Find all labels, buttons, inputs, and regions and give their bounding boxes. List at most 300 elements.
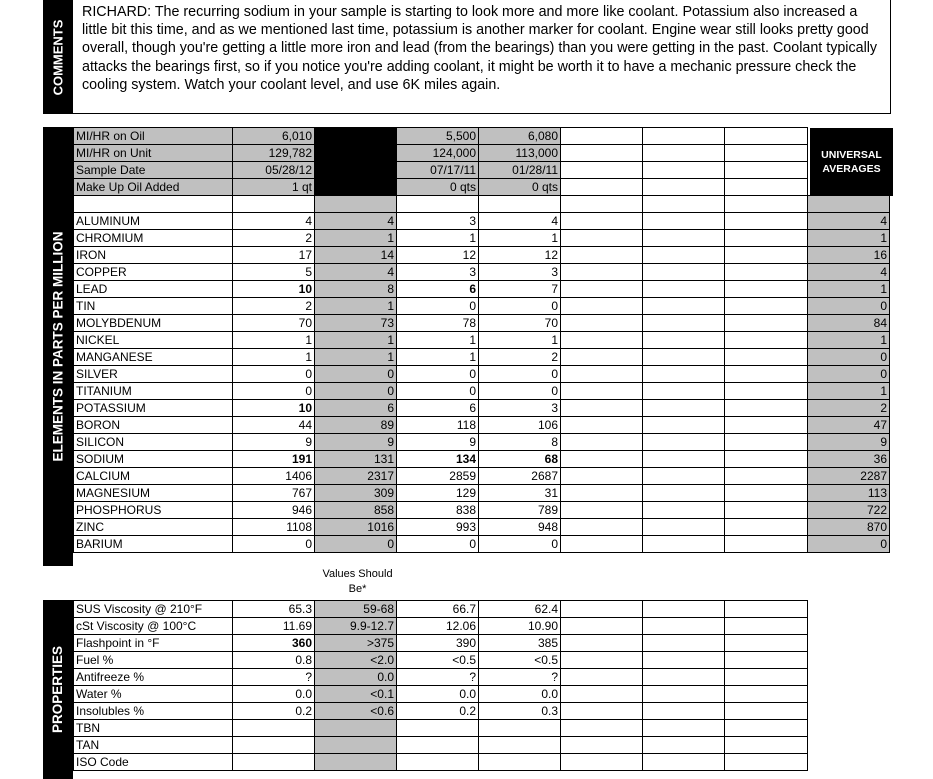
sample-1-value: 44 [233,416,315,433]
empty-cell [643,314,725,331]
empty-cell [561,212,643,229]
typical-value: <2.0 [315,652,397,669]
universal-average-value: 47 [808,416,890,433]
empty-cell [725,179,808,196]
universal-average-value: 2 [808,399,890,416]
sample-2-value: 134 [397,450,479,467]
sample-2-value: 0 [397,535,479,552]
sample-3-value: <0.5 [479,652,561,669]
sample-2-value: 66.7 [397,601,479,618]
element-name: IRON [74,246,233,263]
sample-2-value: 5,500 [397,128,479,145]
sample-3-value [479,737,561,754]
empty-cell [643,348,725,365]
universal-average-value: 1 [808,382,890,399]
element-name: MANGANESE [74,348,233,365]
sample-1-value: 0 [233,382,315,399]
empty-cell [725,652,808,669]
empty-cell [561,246,643,263]
empty-cell [725,484,808,501]
sample-3-value [479,754,561,771]
universal-average-value: 9 [808,433,890,450]
unit-average-value: 131 [315,450,397,467]
property-name: SUS Viscosity @ 210°F [74,601,233,618]
empty-cell [561,535,643,552]
sample-2-value: 3 [397,212,479,229]
sample-1-value: 10 [233,280,315,297]
empty-cell [643,297,725,314]
element-name: CALCIUM [74,467,233,484]
sample-1-value: 0.8 [233,652,315,669]
element-row [74,382,890,399]
empty-cell [643,652,725,669]
sample-2-value: 9 [397,433,479,450]
element-name: LEAD [74,280,233,297]
sample-2-value: ? [397,669,479,686]
empty-cell [561,297,643,314]
sample-3-value: 6,080 [479,128,561,145]
sample-2-value: 1 [397,331,479,348]
sample-2-value: 0.0 [397,686,479,703]
sample-1-value: 946 [233,501,315,518]
sample-2-value: 0.2 [397,703,479,720]
property-name: Flashpoint in °F [74,635,233,652]
empty-cell [643,703,725,720]
empty-cell [725,669,808,686]
sample-3-value: 01/28/11 [479,162,561,179]
properties-table [73,600,808,771]
sample-1-value: 9 [233,433,315,450]
sample-1-value: 1 qt [233,179,315,196]
typical-value [315,754,397,771]
element-name: PHOSPHORUS [74,501,233,518]
sample-1-value: 05/28/12 [233,162,315,179]
unit-average-value: 14 [315,246,397,263]
sample-1-value: 70 [233,314,315,331]
empty-cell [725,618,808,635]
sample-3-value: 3 [479,263,561,280]
element-row [74,297,890,314]
empty-cell [725,297,808,314]
unit-average-value: 1016 [315,518,397,535]
sample-1-value: 767 [233,484,315,501]
unit-avg-header-cell [315,179,397,196]
empty-cell [725,314,808,331]
sample-2-value: <0.5 [397,652,479,669]
sample-3-value: 2687 [479,467,561,484]
universal-average-value: 0 [808,348,890,365]
sample-1-value: 0 [233,365,315,382]
sample-3-value: 7 [479,280,561,297]
unit-average-value: 4 [315,212,397,229]
property-name: cSt Viscosity @ 100°C [74,618,233,635]
empty-cell [643,618,725,635]
sample-2-value: 0 qts [397,179,479,196]
element-name: MOLYBDENUM [74,314,233,331]
sample-1-value: 2 [233,229,315,246]
typical-value: 59-68 [315,601,397,618]
empty-cell [643,212,725,229]
sample-2-value: 6 [397,280,479,297]
empty-cell [643,518,725,535]
unit-average-value: 1 [315,297,397,314]
element-row [74,280,890,297]
property-name: TAN [74,737,233,754]
property-row [74,618,808,635]
sample-3-value: ? [479,669,561,686]
empty-cell [643,484,725,501]
empty-cell [561,229,643,246]
empty-cell [561,382,643,399]
empty-cell [725,196,808,213]
empty-cell [643,501,725,518]
sample-2-value: 129 [397,484,479,501]
sample-1-value: ? [233,669,315,686]
element-row [74,348,890,365]
sample-2-value: 6 [397,399,479,416]
sample-2-value: 390 [397,635,479,652]
universal-average-value: 870 [808,518,890,535]
element-name: NICKEL [74,331,233,348]
empty-cell [643,399,725,416]
universal-average-value: 1 [808,331,890,348]
unit-average-value: 0 [315,365,397,382]
empty-cell [725,433,808,450]
sample-3-value: 4 [479,212,561,229]
empty-cell [561,331,643,348]
empty-cell [643,601,725,618]
sample-1-value: 2 [233,297,315,314]
empty-cell [397,196,479,213]
empty-cell [643,128,725,145]
empty-cell [643,686,725,703]
unit-average-value: 4 [315,263,397,280]
sample-2-value: 12.06 [397,618,479,635]
universal-averages-header: UNIVERSAL AVERAGES [810,128,893,196]
empty-cell [561,280,643,297]
comments-side-label: COMMENTS [43,0,72,114]
sample-3-value: 0 [479,365,561,382]
empty-cell [725,145,808,162]
element-name: SILICON [74,433,233,450]
universal-average-value: 4 [808,263,890,280]
empty-cell [643,737,725,754]
sample-1-value: 191 [233,450,315,467]
empty-cell [643,229,725,246]
universal-average-value: 0 [808,535,890,552]
sample-2-value [397,754,479,771]
empty-cell [561,501,643,518]
sample-3-value: 2 [479,348,561,365]
universal-average-value: 0 [808,297,890,314]
property-row [74,601,808,618]
property-row [74,669,808,686]
element-name: BARIUM [74,535,233,552]
unit-average-value: 858 [315,501,397,518]
sample-2-value: 0 [397,365,479,382]
sample-2-value: 993 [397,518,479,535]
empty-cell [725,331,808,348]
empty-cell [643,754,725,771]
sample-3-value: 0.0 [479,686,561,703]
property-name: TBN [74,720,233,737]
header-row [74,179,890,196]
sample-2-value: 78 [397,314,479,331]
empty-cell [561,314,643,331]
empty-cell [643,246,725,263]
element-row [74,263,890,280]
empty-cell [643,416,725,433]
sample-1-value: 6,010 [233,128,315,145]
empty-cell [561,720,643,737]
empty-cell [561,686,643,703]
empty-cell [74,196,233,213]
empty-cell [643,535,725,552]
sample-3-value: 10.90 [479,618,561,635]
sample-3-value: 70 [479,314,561,331]
unit-average-value: 9 [315,433,397,450]
row-label: MI/HR on Oil [74,128,233,145]
values-should-be-caption: Values Should Be* [322,568,393,595]
element-row [74,314,890,331]
empty-cell [479,196,561,213]
element-row [74,399,890,416]
property-row [74,754,808,771]
sample-1-value: 0 [233,535,315,552]
universal-average-value: 113 [808,484,890,501]
empty-cell [561,348,643,365]
empty-cell [725,501,808,518]
element-row [74,450,890,467]
empty-cell [725,720,808,737]
empty-cell [561,433,643,450]
element-row [74,331,890,348]
typical-value: >375 [315,635,397,652]
element-name: ZINC [74,518,233,535]
empty-cell [233,196,315,213]
universal-average-value: 4 [808,212,890,229]
unit-average-value: 89 [315,416,397,433]
empty-cell [725,246,808,263]
element-row [74,246,890,263]
sample-1-value: 65.3 [233,601,315,618]
property-name: Insolubles % [74,703,233,720]
empty-cell [725,416,808,433]
sample-2-value: 1 [397,229,479,246]
element-name: TIN [74,297,233,314]
empty-cell [725,382,808,399]
sample-1-value: 0.2 [233,703,315,720]
sample-3-value: 0 [479,297,561,314]
sample-2-value: 0 [397,297,479,314]
sample-1-value [233,737,315,754]
row-label: Make Up Oil Added [74,179,233,196]
empty-cell [561,179,643,196]
empty-cell [643,433,725,450]
element-row [74,212,890,229]
property-name: ISO Code [74,754,233,771]
sample-3-value: 31 [479,484,561,501]
sample-3-value: 3 [479,399,561,416]
universal-average-value: 84 [808,314,890,331]
unit-average-value: 8 [315,280,397,297]
unit-location-averages-header: UNIT / LOCATION AVERAGES [326,139,386,179]
row-label: MI/HR on Unit [74,145,233,162]
sample-1-value: 360 [233,635,315,652]
unit-average-value: 73 [315,314,397,331]
empty-cell [725,518,808,535]
sample-3-value: 1 [479,331,561,348]
sample-3-value: 0 [479,535,561,552]
property-row [74,635,808,652]
empty-cell [808,196,890,213]
empty-cell [561,416,643,433]
spacer-row [74,196,890,213]
sample-1-value: 1 [233,348,315,365]
unit-average-value: 309 [315,484,397,501]
typical-value: 9.9-12.7 [315,618,397,635]
sample-2-value: 07/17/11 [397,162,479,179]
element-row [74,365,890,382]
element-row [74,518,890,535]
empty-cell [561,399,643,416]
empty-cell [561,128,643,145]
empty-cell [643,162,725,179]
empty-cell [725,365,808,382]
sample-2-value [397,720,479,737]
empty-cell [643,720,725,737]
sample-2-value: 124,000 [397,145,479,162]
sample-2-value: 2859 [397,467,479,484]
sample-3-value: 0.3 [479,703,561,720]
element-row [74,229,890,246]
empty-cell [725,280,808,297]
empty-cell [561,450,643,467]
property-row [74,737,808,754]
element-name: POTASSIUM [74,399,233,416]
sample-3-value: 948 [479,518,561,535]
sample-2-value [397,737,479,754]
property-row [74,720,808,737]
empty-cell [643,263,725,280]
sample-1-value: 11.69 [233,618,315,635]
row-label: Sample Date [74,162,233,179]
elements-side-label: ELEMENTS IN PARTS PER MILLION [43,127,73,566]
empty-cell [561,263,643,280]
empty-cell [561,601,643,618]
sample-2-value: 118 [397,416,479,433]
property-name: Fuel % [74,652,233,669]
empty-cell [561,737,643,754]
sample-1-value: 5 [233,263,315,280]
universal-average-value: 722 [808,501,890,518]
sample-1-value [233,754,315,771]
element-row [74,501,890,518]
empty-cell [643,196,725,213]
empty-cell [561,652,643,669]
comments-text: RICHARD: The recurring sodium in your sample is starting to look more and more like coolant. Potassium also increased a little bit this time, and as we mentioned last time, potassium is another marker for coolant. Engine wear still looks pretty good overall, though you're getting a little more iron and lead (from the bearings) than you were getting in the past. Coolant typically attacks the bearings first, so if you notice you're adding coolant, it might be worth it to have a mechanic pressure check the cooling system. Watch your coolant level, and use 6K miles again. [72,0,891,114]
empty-cell [643,450,725,467]
header-row [74,162,890,179]
empty-cell [643,365,725,382]
header-row [74,145,890,162]
empty-cell [315,196,397,213]
empty-cell [561,162,643,179]
sample-2-value: 0 [397,382,479,399]
universal-average-value: 1 [808,280,890,297]
property-row [74,703,808,720]
empty-cell [725,754,808,771]
element-row [74,433,890,450]
element-name: SILVER [74,365,233,382]
empty-cell [725,535,808,552]
element-name: CHROMIUM [74,229,233,246]
empty-cell [561,703,643,720]
empty-cell [643,635,725,652]
property-row [74,652,808,669]
empty-cell [561,145,643,162]
empty-cell [725,348,808,365]
sample-1-value: 10 [233,399,315,416]
sample-2-value: 12 [397,246,479,263]
universal-average-value: 2287 [808,467,890,484]
unit-average-value: 0 [315,535,397,552]
sample-3-value: 789 [479,501,561,518]
element-name: COPPER [74,263,233,280]
empty-cell [725,703,808,720]
empty-cell [561,635,643,652]
empty-cell [725,467,808,484]
sample-1-value: 1108 [233,518,315,535]
typical-value: 0.0 [315,669,397,686]
empty-cell [561,484,643,501]
empty-cell [561,669,643,686]
sample-3-value: 385 [479,635,561,652]
empty-cell [725,128,808,145]
sample-3-value: 113,000 [479,145,561,162]
sample-1-value: 1406 [233,467,315,484]
empty-cell [725,212,808,229]
element-name: TITANIUM [74,382,233,399]
empty-cell [561,754,643,771]
element-row [74,467,890,484]
empty-cell [561,365,643,382]
universal-average-value: 1 [808,229,890,246]
sample-3-value: 1 [479,229,561,246]
empty-cell [725,601,808,618]
sample-3-value: 0 [479,382,561,399]
sample-3-value: 12 [479,246,561,263]
sample-2-value: 1 [397,348,479,365]
sample-1-value: 1 [233,331,315,348]
empty-cell [725,399,808,416]
sample-3-value: 0 qts [479,179,561,196]
empty-cell [643,179,725,196]
universal-average-value: 16 [808,246,890,263]
unit-average-value: 1 [315,348,397,365]
sample-2-value: 3 [397,263,479,280]
sample-2-value: 838 [397,501,479,518]
unit-average-value: 1 [315,331,397,348]
empty-cell [725,686,808,703]
sample-3-value: 106 [479,416,561,433]
empty-cell [561,518,643,535]
empty-cell [725,635,808,652]
element-name: BORON [74,416,233,433]
empty-cell [643,280,725,297]
empty-cell [725,229,808,246]
sample-1-value: 17 [233,246,315,263]
